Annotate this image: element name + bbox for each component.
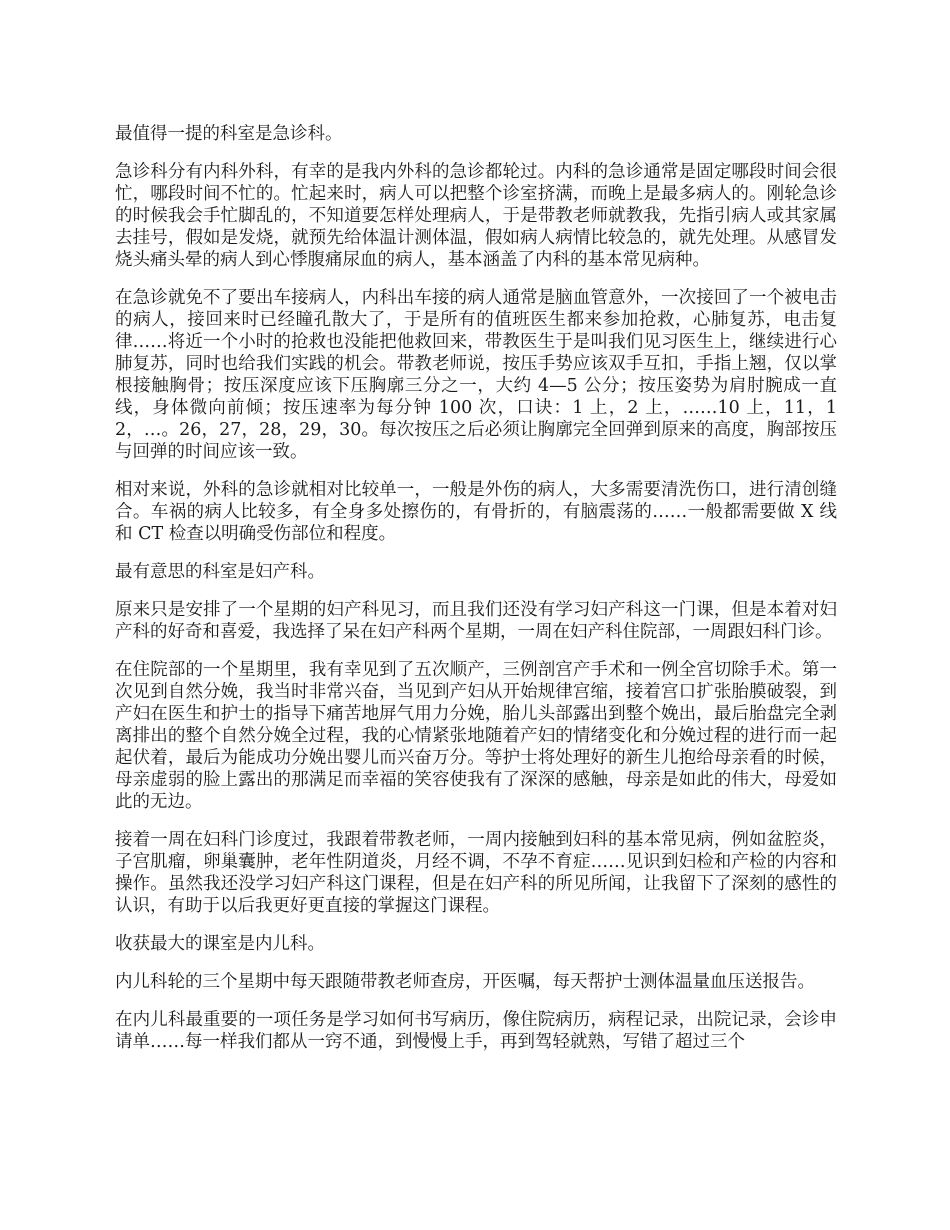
paragraph: 接着一周在妇科门诊度过，我跟着带教老师，一周内接触到妇科的基本常见病，例如盆腔炎，子宫肌瘤，卵巢囊肿，老年性阴道炎，月经不调，不孕不育症……见识到妇检和产检的内容和操作。虽然我还没学习妇产科这门课程，但是在妇产科的所见所闻，让我留下了深刻的感性的认识，有助于以后我更好更直接的掌握这门课程。 (115, 830, 837, 916)
paragraph: 急诊科分有内科外科，有幸的是我内外科的急诊都轮过。内科的急诊通常是固定哪段时间会很忙，哪段时间不忙的。忙起来时，病人可以把整个诊室挤满，而晚上是最多病人的。刚轮急诊的时候我会手忙脚乱的，不知道要怎样处理病人，于是带教老师就教我，先指引病人或其家属去挂号，假如是发烧，就预先给体温计测体温，假如病人病情比较急的，就先处理。从感冒发烧头痛头晕的病人到心悸腹痛尿血的病人，基本涵盖了内科的基本常见病种。 (115, 162, 837, 270)
paragraph: 原来只是安排了一个星期的妇产科见习，而且我们还没有学习妇产科这一门课，但是本着对妇产科的好奇和喜爱，我选择了呆在妇产科两个星期，一周在妇产科住院部，一周跟妇科门诊。 (115, 600, 837, 642)
paragraph-pediatrics-heading: 收获最大的课室是内儿科。 (115, 934, 325, 954)
paragraph: 在内儿科最重要的一项任务是学习如何书写病历，像住院病历，病程记录，出院记录，会诊申请单……每一样我们都从一窍不通，到慢慢上手，再到驾轻就熟，写错了超过三个 (115, 1010, 837, 1052)
paragraph: 内儿科轮的三个星期中每天跟随带教老师查房，开医嘱，每天帮护士测体温量血压送报告。 (115, 972, 815, 992)
paragraph-obgyn-heading: 最有意思的科室是妇产科。 (115, 562, 325, 582)
paragraph: 在住院部的一个星期里，我有幸见到了五次顺产，三例剖宫产手术和一例全宫切除手术。第一次见到自然分娩，我当时非常兴奋，当见到产妇从开始规律宫缩，接着宫口扩张胎膜破裂，到产妇在医生和护士的指导下痛苦地屏气用力分娩，胎儿头部露出到整个娩出，最后胎盘完全剥离排出的整个自然分娩全过程，我的心情紧张地随着产妇的情绪变化和分娩过程的进行而一起起伏着，最后为能成功分娩出婴儿而兴奋万分。等护士将处理好的新生儿抱给母亲看的时候，母亲虚弱的脸上露出的那满足而幸福的笑容使我有了深深的感触，母亲是如此的伟大，母爱如此的无边。 (115, 660, 837, 812)
paragraph: 相对来说，外科的急诊就相对比较单一，一般是外伤的病人，大多需要清洗伤口，进行清创缝合。车祸的病人比较多，有全身多处擦伤的，有骨折的，有脑震荡的……一般都需要做 X 线和 CT 检查以明确受伤部位和程度。 (115, 480, 837, 544)
paragraph-emergency-heading: 最值得一提的科室是急诊科。 (115, 124, 343, 144)
paragraph: 在急诊就免不了要出车接病人，内科出车接的病人通常是脑血管意外，一次接回了一个被电击的病人，接回来时已经瞳孔散大了，于是所有的值班医生都来参加抢救，心肺复苏，电击复律……将近一个小时的抢救也没能把他救回来，带教医生于是叫我们见习医生上，继续进行心肺复苏，同时也给我们实践的机会。带教老师说，按压手势应该双手互扣，手指上翘，仅以掌根接触胸骨；按压深度应该下压胸廓三分之一，大约 4—5 公分；按压姿势为肩肘腕成一直线，身体微向前倾；按压速率为每分钟 100 次，口诀：1 上，2 上，……10 上，11，12，…。26，27，28，29，30。每次按压之后必须让胸廓完全回弹到原来的高度，胸部按压与回弹的时间应该一致。 (115, 288, 837, 462)
document-page (115, 123, 837, 1069)
